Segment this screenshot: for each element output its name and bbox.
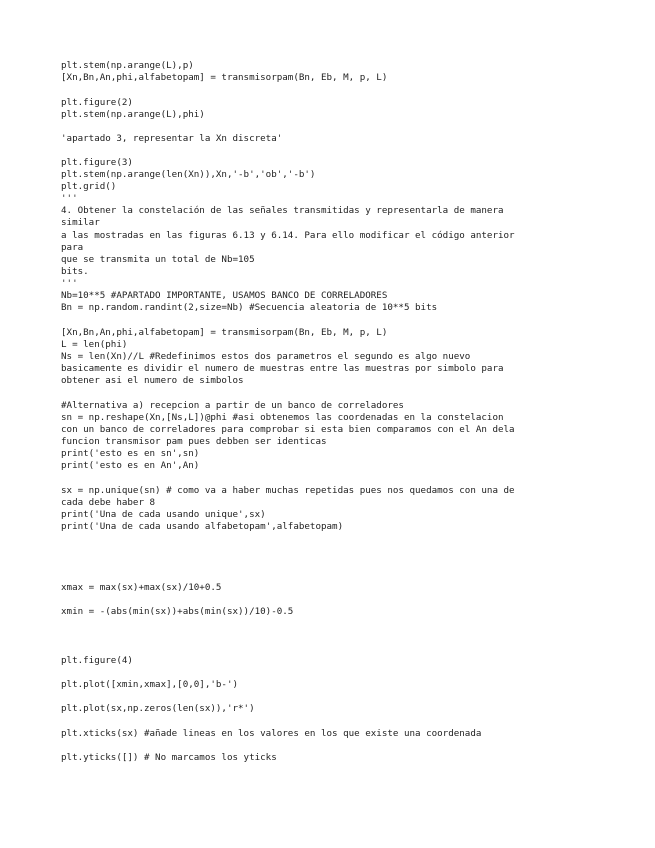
- code-line: plt.yticks([]) # No marcamos los yticks: [61, 752, 277, 763]
- block-apartado-3: [61, 133, 601, 145]
- code-line: plt.plot([xmin,xmax],[0,0],'b-'): [61, 679, 239, 690]
- code-line: sn = np.reshape(Xn,[Ns,L])@phi #asi obtenemos las coordenadas en la constelacion: [61, 412, 504, 424]
- code-line: ''': [61, 193, 78, 205]
- code-line: a las mostradas en las figuras 6.13 y 6.14. Para ello modificar el código anterior: [61, 229, 515, 241]
- code-line: print('esto es en An',An): [61, 460, 200, 472]
- block-figure-4: [61, 655, 601, 667]
- code-line: xmin = -(abs(min(sx))+abs(min(sx))/10)-0.5: [61, 606, 294, 617]
- code-line: Ns = len(Xn)//L #Redefinimos estos dos parametros el segundo es algo nuevo: [61, 351, 471, 363]
- block-alternativa-a: [61, 400, 601, 473]
- code-line: plt.figure(3): [61, 157, 133, 168]
- code-line: print('esto es en sn',sn): [61, 448, 200, 460]
- block-xticks: [61, 728, 601, 740]
- code-line: plt.xticks(sx) #añade lineas en los valores en los que existe una coordenada: [61, 728, 482, 739]
- code-line: que se transmita un total de Nb=105: [61, 253, 255, 265]
- code-line: Nb=10**5 #APARTADO IMPORTANTE, USAMOS BANCO DE CORRELADORES: [61, 290, 388, 302]
- code-line: xmax = max(sx)+max(sx)/10+0.5: [61, 582, 222, 593]
- block-figure-3-docstring: [61, 157, 601, 314]
- code-line: plt.stem(np.arange(L),p): [61, 60, 194, 71]
- code-line: para: [61, 241, 84, 253]
- code-line: plt.figure(4): [61, 655, 133, 666]
- code-line: Bn = np.random.randint(2,size=Nb) #Secuencia aleatoria de 10**5 bits: [61, 302, 438, 314]
- block-plot-axis: [61, 679, 601, 691]
- code-line: print('Una de cada usando alfabetopam',alfabetopam): [61, 521, 344, 533]
- code-line: plt.stem(np.arange(len(Xn)),Xn,'-b','ob','-b'): [61, 169, 316, 181]
- code-line: plt.figure(2): [61, 97, 133, 108]
- code-line: basicamente es dividir el numero de muestras entre las muestras por simbolo para: [61, 363, 504, 375]
- code-line: funcion transmisor pam pues debben ser identicas: [61, 436, 327, 448]
- code-line: ''': [61, 277, 78, 289]
- code-line: [Xn,Bn,An,phi,alfabetopam] = transmisorpam(Bn, Eb, M, p, L): [61, 327, 388, 338]
- code-line: plt.stem(np.arange(L),phi): [61, 109, 205, 121]
- block-xmax: [61, 582, 601, 594]
- code-line: plt.plot(sx,np.zeros(len(sx)),'r*'): [61, 703, 255, 714]
- code-line: 'apartado 3, representar la Xn discreta': [61, 133, 283, 144]
- code-line: obtener asi el numero de simbolos: [61, 375, 244, 387]
- code-line: [Xn,Bn,An,phi,alfabetopam] = transmisorpam(Bn, Eb, M, p, L): [61, 72, 388, 84]
- code-line: similar: [61, 217, 100, 229]
- code-line: bits.: [61, 265, 89, 277]
- code-line: sx = np.unique(sn) # como va a haber muchas repetidas pues nos quedamos con una de: [61, 485, 515, 496]
- block-figure-2: [61, 97, 601, 121]
- code-line: con un banco de correladores para comprobar si esta bien comparamos con el An dela: [61, 424, 515, 436]
- block-unique: [61, 485, 601, 533]
- code-line: #Alternativa a) recepcion a partir de un banco de correladores: [61, 400, 404, 411]
- code-line: cada debe haber 8: [61, 497, 156, 509]
- code-line: plt.grid(): [61, 181, 117, 193]
- block-redefinimos: [61, 327, 601, 387]
- code-line: print('Una de cada usando unique',sx): [61, 509, 266, 521]
- block-yticks: [61, 752, 601, 764]
- block-xmin: [61, 606, 601, 618]
- code-line: 4. Obtener la constelación de las señales transmitidas y representarla de manera: [61, 205, 504, 217]
- code-line: L = len(phi): [61, 339, 128, 351]
- block-plot-points: [61, 703, 601, 715]
- block-stem-transmisor: [61, 60, 601, 84]
